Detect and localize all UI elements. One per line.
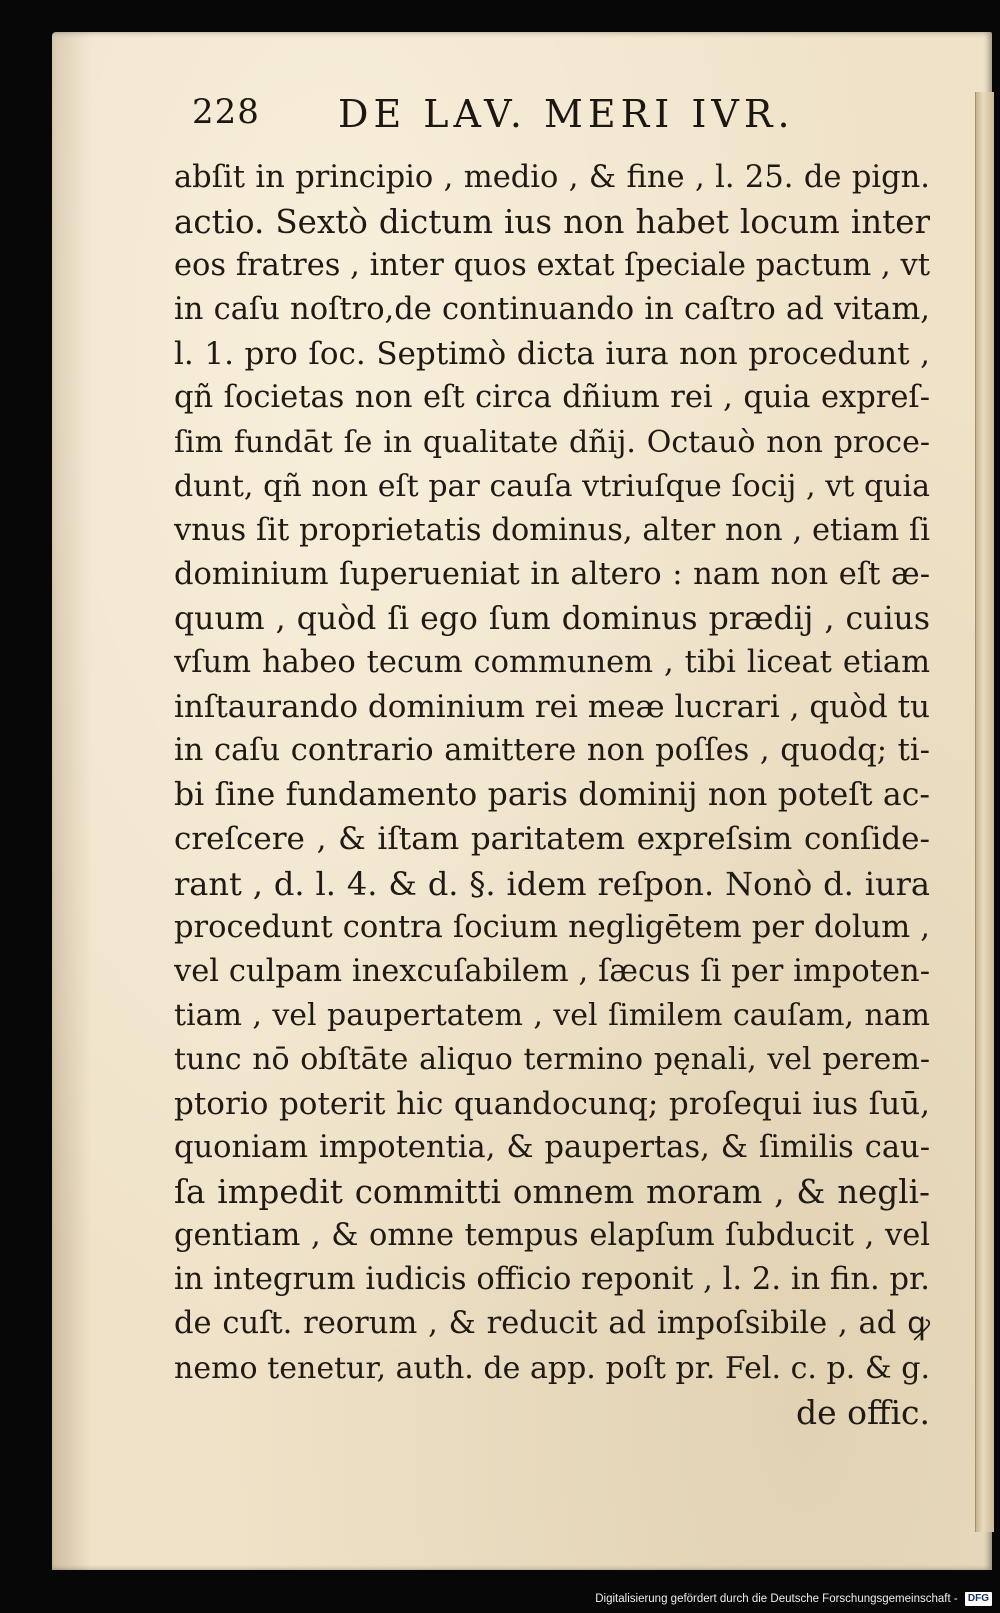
text-line: in caſu noſtro,de continuando in caſtro ad vitam, xyxy=(174,292,930,328)
text-line: tiam , vel paupertatem , vel ſimilem cauſam, nam xyxy=(174,997,930,1033)
dfg-logo-icon: DFG xyxy=(965,1592,992,1606)
text-line: in integrum iudicis officio reponit , l. 2. in fin. pr. xyxy=(174,1262,930,1298)
text-line: de cuſt. reorum , & reducit ad impoſsibile , ad ꝙ xyxy=(174,1306,930,1342)
text-line: vel culpam inexcuſabilem , ſæcus ſi per impoten- xyxy=(174,953,930,989)
footer-text: Digitalisierung gefördert durch die Deutsche Forschungsgemeinschaft - xyxy=(595,1593,958,1605)
text-line: ſa impedit committi omnem moram , & negli- xyxy=(174,1173,930,1212)
text-line: inſtaurando dominium rei meæ lucrari , quòd tu xyxy=(174,689,930,726)
running-head: DE LAV. MERI IVR. xyxy=(338,92,795,136)
text-line: dominium ſuperueniat in altero : nam non eſt æ- xyxy=(174,556,930,592)
text-line: quum , quòd ſi ego ſum dominus prædij , cuius xyxy=(174,600,930,637)
text-line: rant , d. l. 4. & d. §. idem reſpon. Nonò d. iura xyxy=(174,864,930,903)
text-line: nemo tenetur, auth. de app. poſt pr. Fel. c. p. & g. xyxy=(174,1350,930,1386)
text-line: gentiam , & omne tempus elapſum ſubducit , vel xyxy=(174,1218,930,1254)
text-line: ptorio poterit hic quandocunq; proſequi ius ſuū, xyxy=(174,1085,930,1122)
page-header xyxy=(192,92,872,142)
page-number: 228 xyxy=(192,92,260,132)
text-line: eos fratres , inter quos extat ſpeciale pactum , vt xyxy=(174,248,930,284)
body-text xyxy=(174,156,930,1435)
text-line: l. 1. pro ſoc. Septimò dicta iura non procedunt , xyxy=(174,336,930,373)
book-page xyxy=(52,32,992,1570)
text-line: vſum habeo tecum communem , tibi liceat etiam xyxy=(174,645,930,681)
text-line: dunt, qñ non eſt par cauſa vtriuſque ſocij , vt quia xyxy=(174,468,930,504)
text-line: actio. Sextò dictum ius non habet locum inter xyxy=(174,203,930,242)
text-line: quoniam impotentia, & paupertas, & ſimilis cau- xyxy=(174,1130,930,1166)
digitization-footer xyxy=(595,1589,992,1609)
text-line: vnus ſit proprietatis dominus, alter non , etiam ſi xyxy=(174,512,930,548)
text-line: procedunt contra ſocium negligētem per dolum , xyxy=(174,909,930,945)
text-line: de offic. xyxy=(796,1392,930,1432)
text-line: abſit in principio , medio , & fine , l. 25. de pign. xyxy=(174,160,930,195)
text-line: ſim fundāt ſe in qualitate dñij. Octauò non proce- xyxy=(174,424,930,460)
text-line: qñ ſocietas non eſt circa dñium rei , quia expreſ- xyxy=(174,380,930,416)
text-line: tunc nō obſtāte aliquo termino pęnali, vel perem- xyxy=(174,1041,930,1077)
text-line: creſcere , & iſtam paritatem expreſsim conſide- xyxy=(174,821,930,858)
text-line: bi ſine fundamento paris dominij non poteſt ac- xyxy=(174,777,930,814)
page-edge xyxy=(975,92,994,1532)
text-line: in caſu contrario amittere non poſſes , quodq; ti- xyxy=(174,733,930,769)
